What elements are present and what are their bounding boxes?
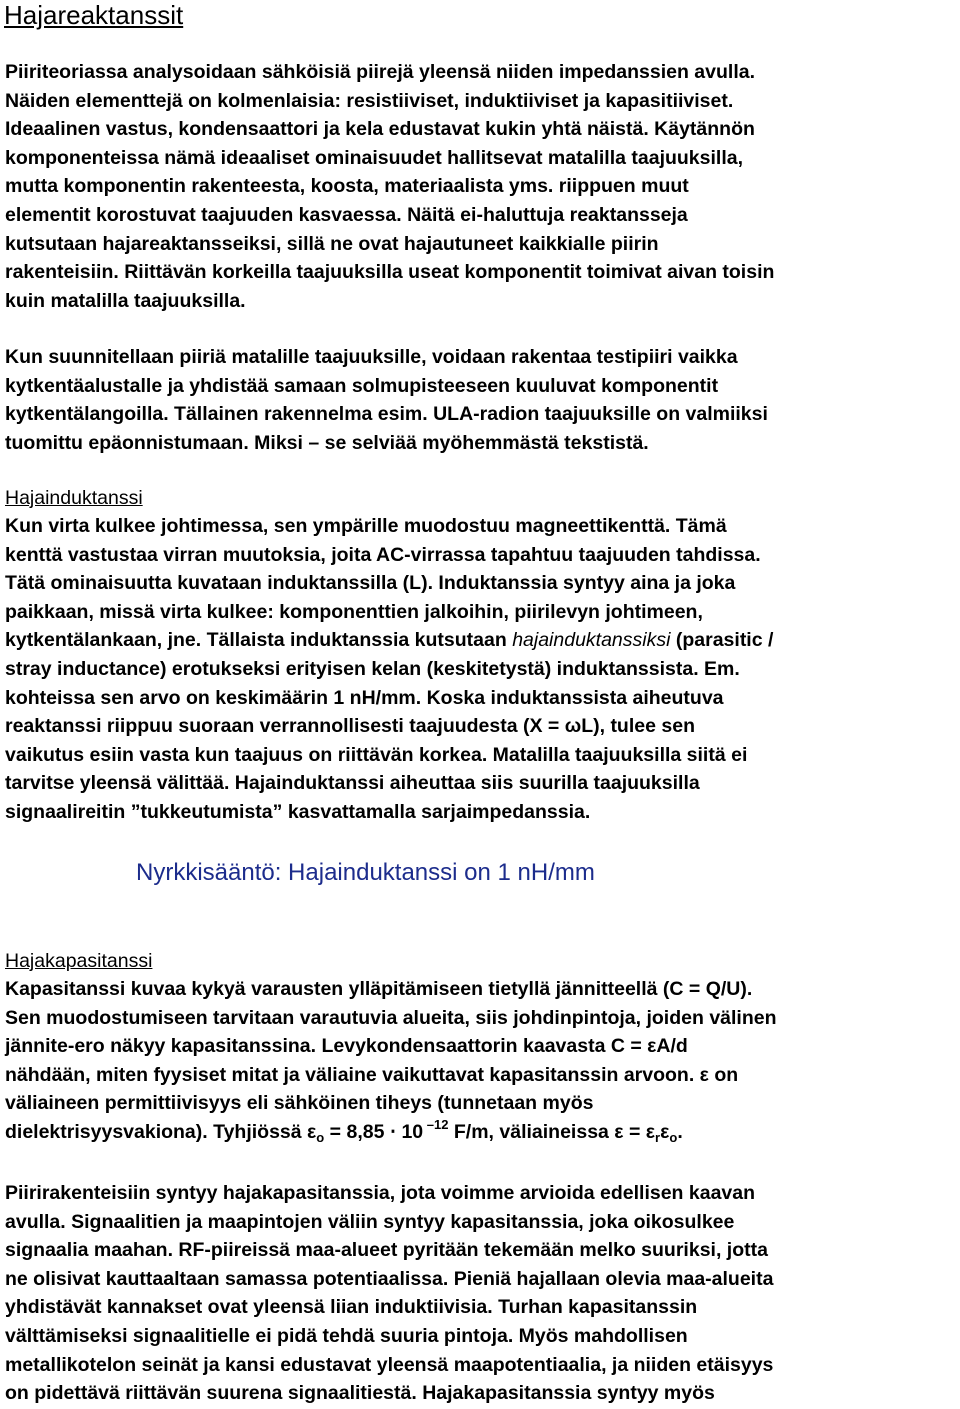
text-line: Kun virta kulkee johtimessa, sen ympärille muodostuu magneettikenttä. Tämä [5,515,727,537]
rule-of-thumb: Nyrkkisääntö: Hajainduktanssi on 1 nH/mm [136,859,595,886]
text-line: ne olisivat kauttaaltaan samassa potentiaalissa. Pieniä hajallaan olevia maa-alueita [5,1267,774,1290]
text-line: kenttä vastustaa virran muutoksia, joita AC-virrassa tapahtuu taajuuden tahdissa. [5,543,761,566]
text-line [5,626,773,655]
text-line: avulla. Signaalitien ja maapintojen väliin syntyy kapasitanssia, joka oikosulkee [5,1210,735,1233]
text-line: mutta komponentin rakenteesta, koosta, materiaalista yms. riippuen muut [5,175,689,198]
text-segment: (parasitic / [670,629,774,652]
subscript: o [316,1129,325,1145]
text-line: elementit korostuvat taajuuden kasvaessa. Näitä ei-haluttuja reaktansseja [5,203,688,226]
text-line: stray inductance) erotukseksi erityisen kelan (keskitetystä) induktanssista. Em. [5,657,740,680]
text-line: tuomittu epäonnistumaan. Miksi – se selviää myöhemmästä tekstistä. [5,431,649,454]
text-segment: . [677,1120,683,1143]
page-title: Hajareaktanssit [4,0,184,30]
text-line: rakenteisiin. Riittävän korkeilla taajuuksilla useat komponentit toimivat aivan toisin [5,261,775,284]
text-line: jännite-ero näkyy kapasitanssina. Levykondensaattorin kaavasta C = εA/d [5,1035,688,1058]
text-line: Kapasitanssi kuvaa kykyä varausten ylläpitämiseen tietyllä jännitteellä (C = Q/U). [5,978,753,1000]
text-line: vaikutus esiin vasta kun taajuus on riittävän korkea. Matalilla taajuuksilla siitä ei [5,743,748,766]
text-line: kytkentälangoilla. Tällainen rakennelma esim. ULA-radion taajuuksille on valmiiksi [5,403,768,426]
text-line: yhdistävät kannakset ovat yleensä liian induktiivisia. Turhan kapasitanssin [5,1296,698,1319]
text-line: Piiriteoriassa analysoidaan sähköisiä piirejä yleensä niiden impedanssien avulla. [5,61,755,83]
subscript: r [655,1129,661,1145]
formula-line [5,1118,777,1147]
italic-term: hajainduktanssiksi [512,629,671,652]
text-segment: kytkentälankaan, jne. Tällaista induktanssia kutsutaan [5,629,513,652]
text-line: Sen muodostumiseen tarvitaan varautuvia alueita, siis johdinpintoja, joiden välinen [5,1006,777,1029]
text-segment: F/m, väliaineissa ε = ε [448,1120,656,1143]
text-line: kuin matalilla taajuuksilla. [5,289,246,312]
pcb-paragraph [5,1179,773,1408]
superscript: –12 [423,1116,449,1132]
text-segment: dielektrisyysvakiona). Tyhjiössä ε [5,1120,317,1143]
text-line: nähdään, miten fyysiset mitat ja väliaine vaikuttavat kapasitanssin arvoon. ε on [5,1063,739,1086]
text-line: tarvitse yleensä välittää. Hajainduktanssi aiheuttaa siis suurilla taajuuksilla [5,772,700,795]
text-line: paikkaan, missä virta kulkee: komponenttien jalkoihin, piirilevyn johtimeen, [5,600,703,623]
text-line: Tätä ominaisuutta kuvataan induktanssilla (L). Induktanssia syntyy aina ja joka [5,572,736,595]
text-line: kytkentäalustalle ja yhdistää samaan solmupisteeseen kuuluvat komponentit [5,374,719,397]
capacitance-paragraph [5,975,777,1147]
text-line: Piirirakenteisiin syntyy hajakapasitanssia, jota voimme arvioida edellisen kaavan [5,1182,756,1204]
text-line: kohteissa sen arvo on keskimäärin 1 nH/mm. Koska induktanssista aiheutuva [5,686,724,709]
text-line: on pidettävä riittävän suurena signaalitiestä. Hajakapasitanssia syntyy myös [5,1382,715,1405]
subscript: o [669,1129,678,1145]
text-line: signaalia maahan. RF-piireissä maa-alueet pyritään tekemään melko suuriksi, jotta [5,1239,768,1262]
text-line: komponenteissa nämä ideaaliset ominaisuudet hallitsevat matalilla taajuuksilla, [5,146,744,169]
text-segment: ε [660,1120,670,1143]
intro-paragraph [5,58,774,315]
text-line: välttämiseksi signaalitielle ei pidä tehdä suuria pintoja. Myös mahdollisen [5,1324,688,1347]
capacitance-heading: Hajakapasitanssi [5,950,153,972]
text-line: kutsutaan hajareaktansseiksi, sillä ne ovat hajautuneet kaikkialle piirin [5,232,659,255]
text-line: reaktanssi riippuu suoraan verrannollisesti taajuudesta (X = ωL), tulee sen [5,715,695,738]
design-paragraph [5,343,768,457]
text-segment: = 8,85 ⋅ 10 [324,1120,424,1143]
text-line: Näiden elementtejä on kolmenlaisia: resistiiviset, induktiiviset ja kapasitiiviset. [5,89,734,112]
text-line: Kun suunnitellaan piiriä matalille taajuuksille, voidaan rakentaa testipiiri vaikka [5,346,738,368]
text-line: väliaineen permittiivisyys eli sähköinen tiheys (tunnetaan myös [5,1092,594,1115]
text-line: metallikotelon seinät ja kansi edustavat yleensä maapotentiaalia, ja niiden etäisyys [5,1353,774,1376]
text-line: Ideaalinen vastus, kondensaattori ja kela edustavat kukin yhtä näistä. Käytännön [5,118,755,141]
inductance-paragraph [5,512,773,827]
inductance-heading: Hajainduktanssi [5,487,143,509]
text-line: signaalireitin ”tukkeutumista” kasvattamalla sarjaimpedanssia. [5,800,591,823]
